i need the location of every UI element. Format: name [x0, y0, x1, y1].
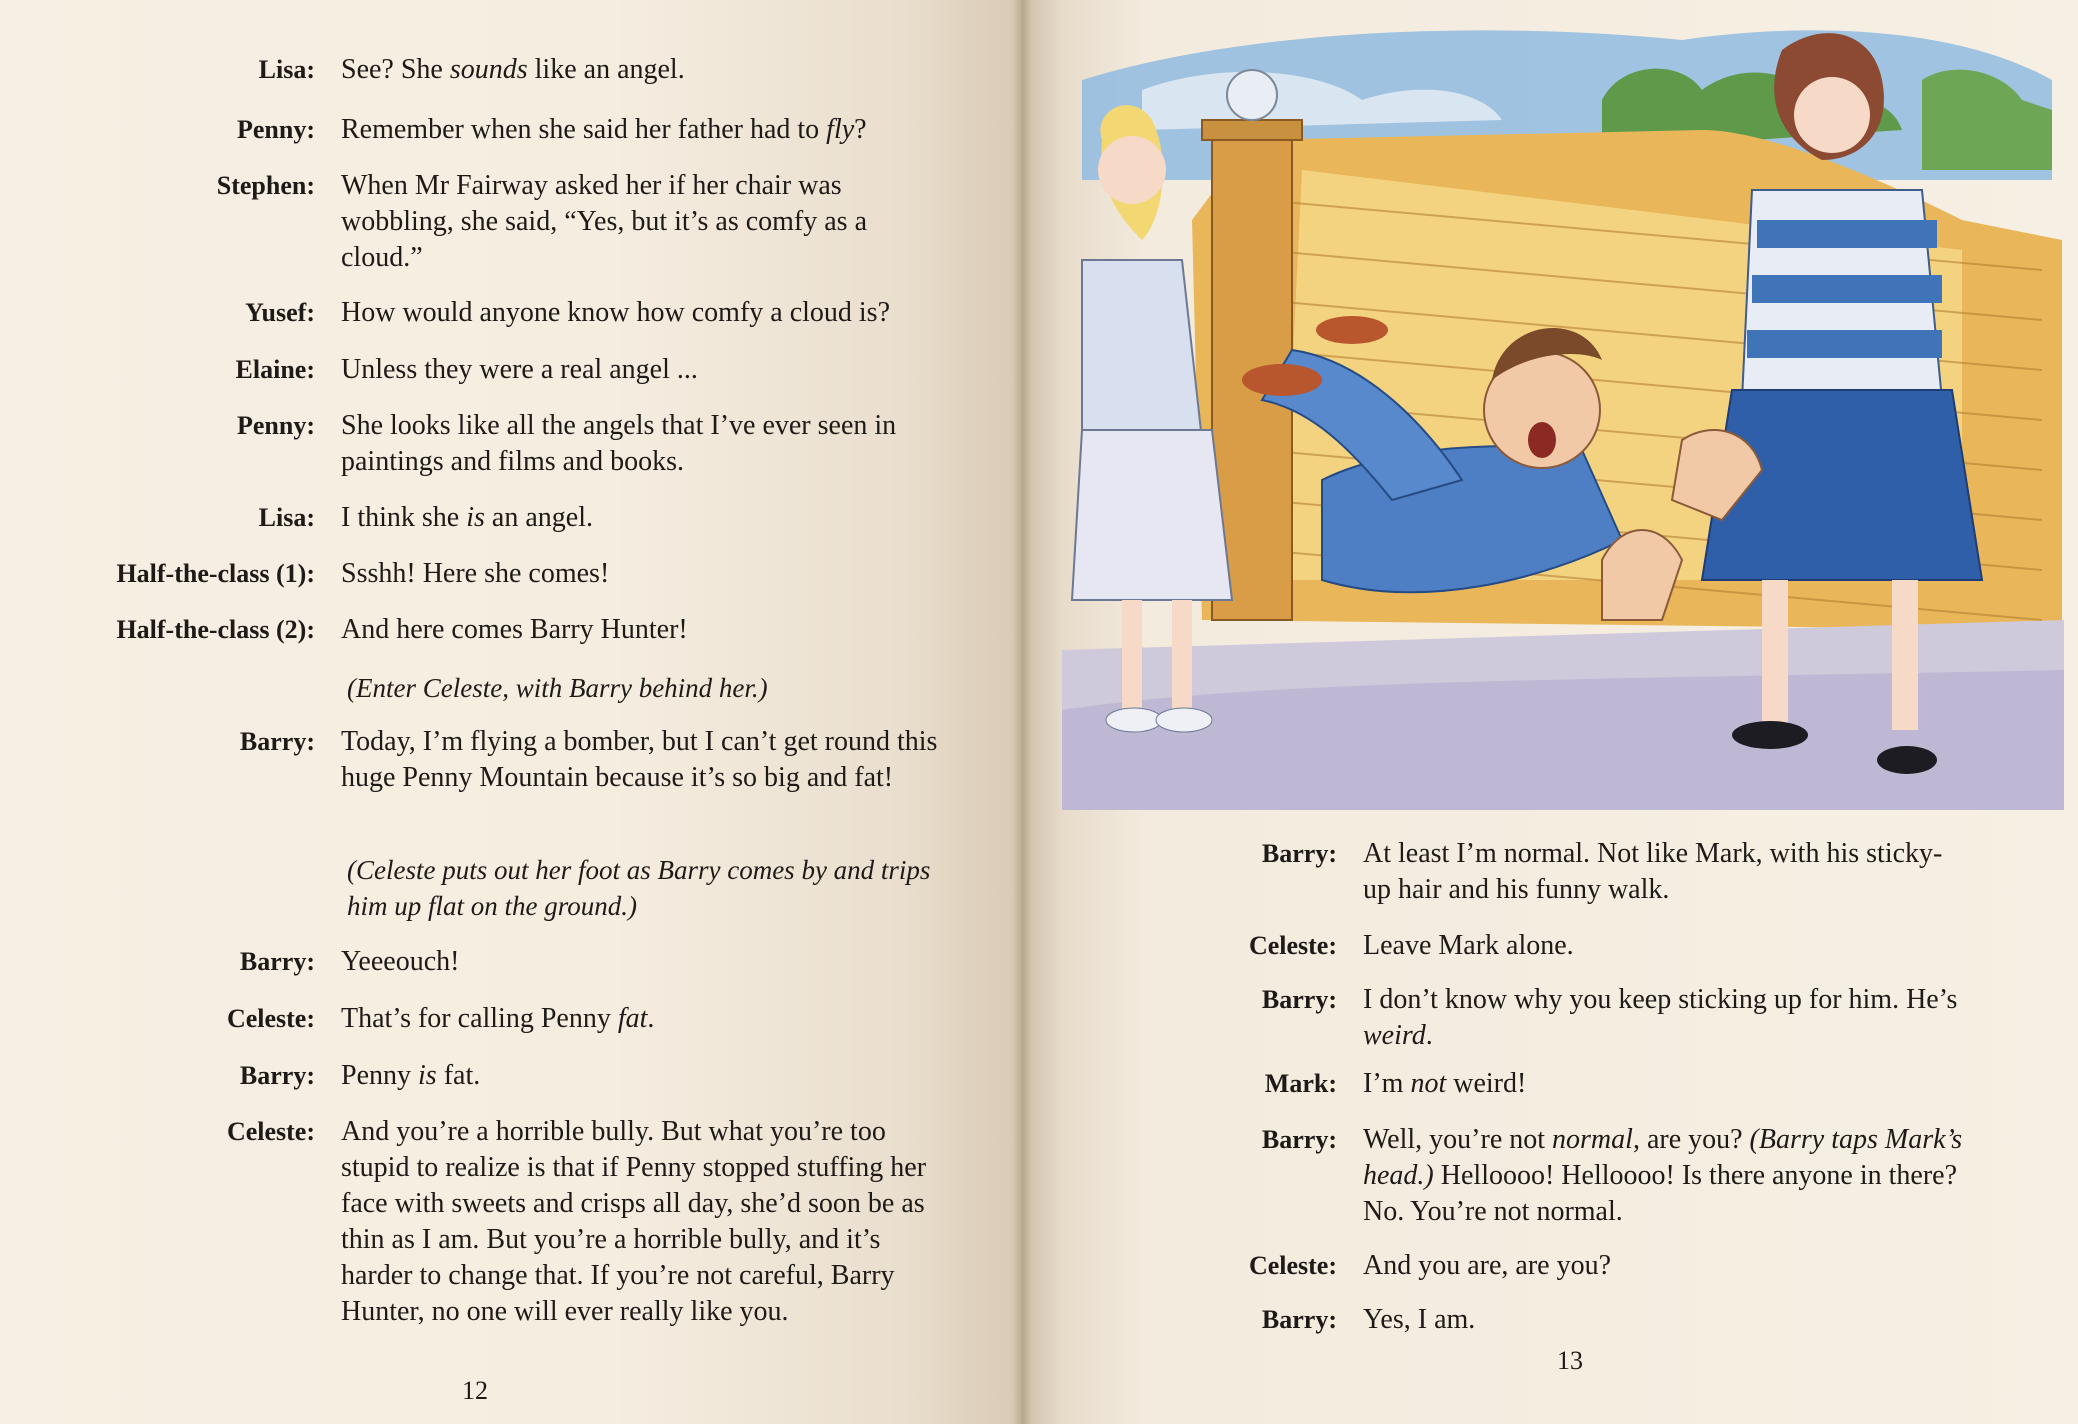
dialogue-line — [1197, 836, 1963, 908]
speech-text: She looks like all the angels that I’ve ever seen in paintings and films and books. — [341, 410, 897, 477]
speaker-name: Penny: — [237, 411, 315, 440]
speaker-name: Celeste: — [226, 1004, 315, 1033]
dialogue-line — [110, 612, 961, 648]
dialogue-line — [1197, 1122, 1983, 1230]
speech-text: Unless they were a real angel ... — [341, 354, 698, 385]
speaker-name: Barry: — [239, 1061, 315, 1090]
speaker-name: Barry: — [1261, 985, 1337, 1014]
speech-text: Remember when she said her father had to fly? — [341, 114, 867, 145]
page-number: 13 — [1557, 1346, 1583, 1375]
dialogue-line — [110, 556, 961, 592]
speaker-name: Barry: — [1261, 1305, 1337, 1334]
dialogue-line — [1197, 1066, 2003, 1102]
speaker-name: Lisa: — [258, 503, 315, 532]
dialogue-line — [110, 52, 961, 88]
dialogue-line — [110, 112, 961, 148]
speaker-name: Half-the-class (2): — [116, 615, 315, 644]
speaker-name: Celeste: — [1248, 931, 1337, 960]
speech-text: I’m not weird! — [1363, 1068, 1527, 1099]
dialogue-line — [110, 1114, 951, 1330]
speech-text: Leave Mark alone. — [1363, 930, 1574, 961]
speech-text: Penny is fat. — [341, 1060, 481, 1091]
dialogue-line — [110, 295, 961, 331]
speech-text: That’s for calling Penny fat. — [341, 1003, 655, 1034]
speech-text: Today, I’m flying a bomber, but I can’t get round this huge Penny Mountain because it’s so big and fat! — [341, 726, 938, 793]
dialogue-line — [110, 352, 961, 388]
speech-text: When Mr Fairway asked her if her chair was wobbling, she said, “Yes, but it’s as comfy as a cloud.” — [341, 170, 867, 273]
speech-text: Ssshh! Here she comes! — [341, 558, 610, 589]
dialogue-line — [110, 724, 941, 796]
speech-text: See? She sounds like an angel. — [341, 54, 685, 85]
dialogue-line — [1197, 1248, 2003, 1284]
dialogue-line — [1197, 1302, 2003, 1338]
dialogue-line — [110, 168, 931, 276]
speech-text: And you are, are you? — [1363, 1250, 1612, 1281]
speech-text: And you’re a horrible bully. But what you’re too stupid to realize is that if Penny stopped stuffing her face with sweets and crisps all day, she’d soon be as thin as I am. But you’re a horrible bully, and it’s harder to change that. If you’re not careful, Barry Hunter, no one will ever really like you. — [341, 1116, 927, 1327]
speaker-name: Lisa: — [258, 55, 315, 84]
speaker-name: Mark: — [1264, 1069, 1337, 1098]
speech-text: Well, you’re not normal, are you? (Barry taps Mark’s head.) Helloooo! Helloooo! Is there anyone in there? No. You’re not normal. — [1363, 1124, 1963, 1227]
dialogue-line — [1197, 982, 1983, 1054]
speech-text: How would anyone know how comfy a cloud is? — [341, 297, 891, 328]
speaker-name: Barry: — [239, 947, 315, 976]
story-illustration — [1062, 20, 2064, 810]
speaker-name: Barry: — [239, 727, 315, 756]
dialogue-line — [110, 944, 961, 980]
speech-text: At least I’m normal. Not like Mark, with his sticky-up hair and his funny walk. — [1363, 838, 1943, 905]
speech-text: Yeeeouch! — [341, 946, 460, 977]
speaker-name: Barry: — [1261, 1125, 1337, 1154]
speaker-name: Stephen: — [216, 171, 315, 200]
dialogue-line — [110, 1058, 961, 1094]
speaker-name: Half-the-class (1): — [116, 559, 315, 588]
speech-text: And here comes Barry Hunter! — [341, 614, 688, 645]
right-page — [1022, 0, 2078, 1424]
speech-text: Yes, I am. — [1363, 1304, 1476, 1335]
speech-text: I don’t know why you keep sticking up for him. He’s weird. — [1363, 984, 1958, 1051]
dialogue-line — [1197, 928, 2003, 964]
book-gutter — [1012, 0, 1032, 1424]
speaker-name: Elaine: — [235, 355, 315, 384]
dialogue-line — [110, 1001, 961, 1037]
page-number: 12 — [462, 1376, 488, 1405]
stage-direction: (Enter Celeste, with Barry behind her.) — [347, 673, 768, 703]
left-page — [0, 0, 1022, 1424]
speaker-name: Barry: — [1261, 839, 1337, 868]
dialogue-line — [110, 408, 961, 480]
stage-direction: (Celeste puts out her foot as Barry comes by and trips him up flat on the ground.) — [347, 855, 931, 921]
speaker-name: Yusef: — [245, 298, 315, 327]
speaker-name: Celeste: — [1248, 1251, 1337, 1280]
speaker-name: Celeste: — [226, 1117, 315, 1146]
dialogue-line — [110, 500, 961, 536]
speaker-name: Penny: — [237, 115, 315, 144]
speech-text: I think she is an angel. — [341, 502, 593, 533]
